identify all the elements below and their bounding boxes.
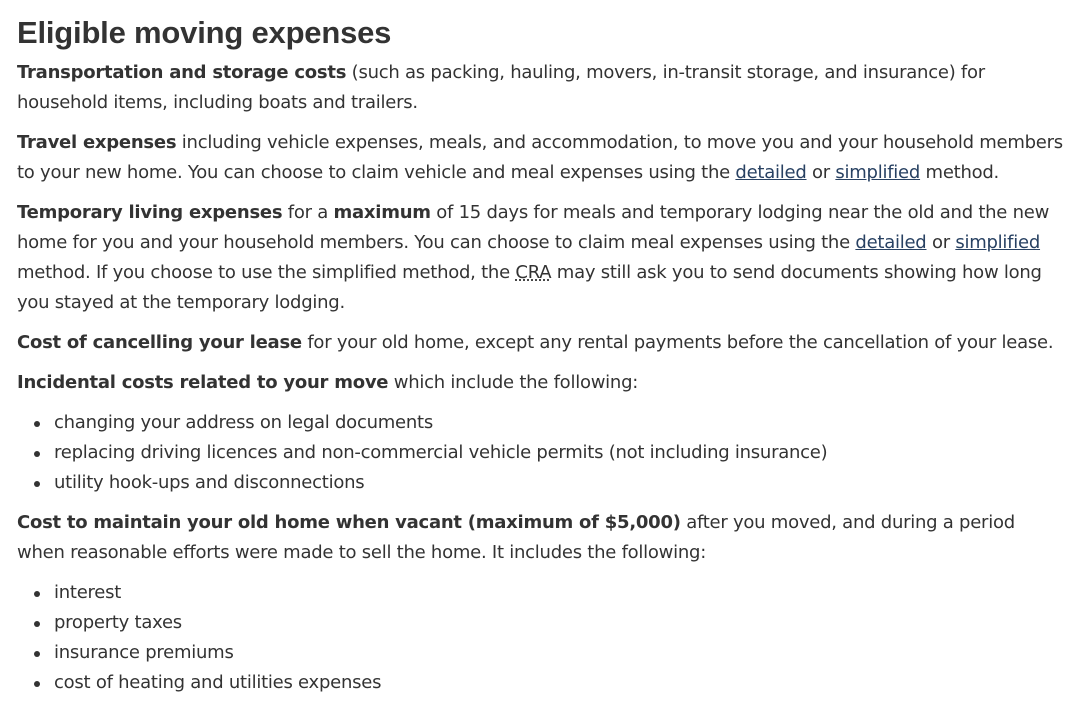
transportation-paragraph	[17, 58, 1067, 118]
temporary-detailed-link[interactable]: detailed	[855, 232, 927, 254]
incidental-text: which include the following:	[388, 372, 639, 394]
travel-text: including vehicle expenses, meals, and accommodation, to move you and your household members to your new home. You can choose to claim vehicle and meal expenses using the	[17, 132, 1063, 184]
list-item-text: insurance premiums	[54, 642, 234, 664]
bullet-icon	[34, 681, 40, 687]
travel-heading: Travel expenses	[17, 132, 177, 154]
list-item	[54, 408, 1067, 438]
list-item-text: property taxes	[54, 612, 182, 634]
travel-simplified-link[interactable]: simplified	[835, 162, 921, 184]
list-item-text: cost of heating and utilities expenses	[54, 672, 382, 694]
temporary-or-text: or	[926, 232, 956, 254]
maintain-text: after you moved, and during a period when reasonable efforts were made to sell the home. It includes the following:	[17, 512, 1015, 564]
maintain-list	[17, 578, 1067, 698]
list-item-text: interest	[54, 582, 122, 604]
travel-or-text: or	[806, 162, 836, 184]
incidental-heading: Incidental costs related to your move	[17, 372, 389, 394]
transportation-heading: Transportation and storage costs	[17, 62, 347, 84]
travel-paragraph	[17, 128, 1067, 188]
bullet-icon	[34, 421, 40, 427]
list-item-text: utility hook-ups and disconnections	[54, 472, 365, 494]
temporary-paragraph	[17, 198, 1067, 318]
temporary-text-4: may still ask you to send documents showing how long you stayed at the temporary lodging.	[17, 262, 1042, 314]
bullet-icon	[34, 451, 40, 457]
bullet-icon	[34, 621, 40, 627]
maintain-paragraph	[17, 508, 1067, 568]
list-item	[54, 668, 1067, 698]
temporary-text-3: method. If you choose to use the simplified method, the	[17, 262, 516, 284]
incidental-list	[17, 408, 1067, 498]
list-item-text: replacing driving licences and non-commercial vehicle permits (not including insurance)	[54, 442, 828, 464]
list-item	[54, 608, 1067, 638]
page-title: Eligible moving expenses	[17, 15, 392, 50]
lease-text: for your old home, except any rental payments before the cancellation of your lease.	[301, 332, 1054, 354]
travel-end-text: method.	[920, 162, 1000, 184]
list-item	[54, 468, 1067, 498]
list-item-text: changing your address on legal documents	[54, 412, 433, 434]
temporary-text-1: for a	[282, 202, 334, 224]
transportation-text: (such as packing, hauling, movers, in-transit storage, and insurance) for household items, including boats and trailers.	[17, 62, 985, 114]
maintain-heading: Cost to maintain your old home when vacant (maximum of $5,000)	[17, 512, 681, 534]
bullet-icon	[34, 651, 40, 657]
list-item	[54, 578, 1067, 608]
list-item	[54, 438, 1067, 468]
cra-abbreviation[interactable]: CRA	[515, 262, 552, 284]
lease-heading: Cost of cancelling your lease	[17, 332, 302, 354]
bullet-icon	[34, 591, 40, 597]
temporary-heading: Temporary living expenses	[17, 202, 283, 224]
temporary-text-2: of 15 days for meals and temporary lodging near the old and the new home for you and your household members. You can choose to claim meal expenses using the	[17, 202, 1050, 254]
list-item	[54, 638, 1067, 668]
lease-paragraph	[17, 328, 1067, 358]
travel-detailed-link[interactable]: detailed	[735, 162, 807, 184]
temporary-simplified-link[interactable]: simplified	[955, 232, 1041, 254]
bullet-icon	[34, 481, 40, 487]
incidental-paragraph	[17, 368, 1067, 398]
maximum-emphasis: maximum	[333, 202, 431, 224]
